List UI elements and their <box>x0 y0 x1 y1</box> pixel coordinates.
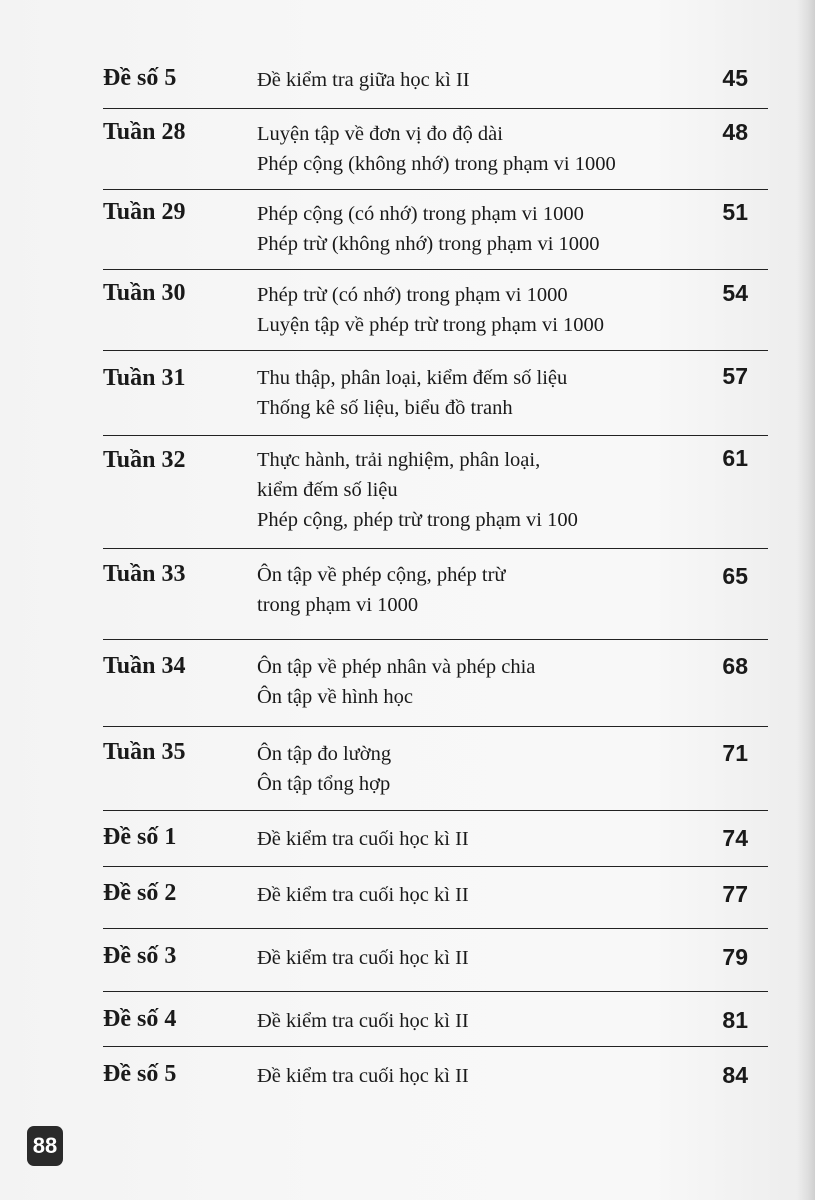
entry-page-number: 45 <box>722 65 748 91</box>
entry-topics <box>257 119 687 179</box>
entry-topic: Phép trừ (không nhớ) trong phạm vi 1000 <box>257 233 600 255</box>
divider <box>103 866 768 867</box>
entry-label: Đề số 4 <box>103 1006 177 1032</box>
entry-topic: Phép trừ (có nhớ) trong phạm vi 1000 <box>257 284 568 306</box>
entry-topic: Đề kiểm tra cuối học kì II <box>257 1065 469 1087</box>
entry-label: Đề số 5 <box>103 1061 177 1087</box>
divider <box>103 548 768 549</box>
entry-topics <box>257 560 687 620</box>
divider <box>103 639 768 640</box>
entry-label: Tuần 30 <box>103 280 186 306</box>
entry-page-number: 71 <box>722 740 748 766</box>
entry-topics <box>257 739 687 799</box>
entry-page-number: 68 <box>722 653 748 679</box>
entry-page-number: 51 <box>722 199 748 225</box>
entry-page-number: 81 <box>722 1007 748 1033</box>
entry-label: Tuần 31 <box>103 365 186 391</box>
entry-page-number: 65 <box>722 563 748 589</box>
entry-topic: Đề kiểm tra cuối học kì II <box>257 884 469 906</box>
entry-topic: Đề kiểm tra cuối học kì II <box>257 828 469 850</box>
entry-topic: Luyện tập về đơn vị đo độ dài <box>257 123 503 145</box>
entry-page-number: 74 <box>722 825 748 851</box>
entry-label: Đề số 5 <box>103 65 177 91</box>
entry-topic: Đề kiểm tra cuối học kì II <box>257 947 469 969</box>
entry-page-number: 57 <box>722 363 748 389</box>
entry-label: Tuần 32 <box>103 447 186 473</box>
entry-topic: Phép cộng (không nhớ) trong phạm vi 1000 <box>257 153 616 175</box>
entry-topics <box>257 824 687 854</box>
entry-topics <box>257 1061 687 1091</box>
entry-label: Tuần 29 <box>103 199 186 225</box>
entry-topics <box>257 363 687 423</box>
divider <box>103 108 768 109</box>
entry-topic: Đề kiểm tra giữa học kì II <box>257 69 470 91</box>
entry-label: Đề số 1 <box>103 824 177 850</box>
divider <box>103 189 768 190</box>
entry-topic: Ôn tập đo lường <box>257 743 392 765</box>
divider <box>103 991 768 992</box>
entry-topic: Thống kê số liệu, biểu đồ tranh <box>257 397 513 419</box>
entry-page-number: 54 <box>722 280 748 306</box>
entry-topic: Phép cộng (có nhớ) trong phạm vi 1000 <box>257 203 584 225</box>
entry-topic: Thực hành, trải nghiệm, phân loại, <box>257 449 541 471</box>
entry-label: Tuần 33 <box>103 561 186 587</box>
divider <box>103 435 768 436</box>
entry-topics <box>257 445 687 535</box>
entry-topics <box>257 65 687 95</box>
entry-topics <box>257 1006 687 1036</box>
entry-topics <box>257 880 687 910</box>
entry-topics <box>257 943 687 973</box>
entry-topic: trong phạm vi 1000 <box>257 594 419 616</box>
entry-topic: Ôn tập tổng hợp <box>257 773 391 795</box>
divider <box>103 269 768 270</box>
entry-topic: Đề kiểm tra cuối học kì II <box>257 1010 469 1032</box>
divider <box>103 928 768 929</box>
entry-label: Đề số 3 <box>103 943 177 969</box>
entry-topic: Ôn tập về phép cộng, phép trừ <box>257 564 506 586</box>
entry-label: Tuần 35 <box>103 739 186 765</box>
divider <box>103 810 768 811</box>
entry-page-number: 61 <box>722 445 748 471</box>
entry-page-number: 79 <box>722 944 748 970</box>
entry-topic: Ôn tập về phép nhân và phép chia <box>257 656 536 678</box>
entry-topics <box>257 280 687 340</box>
divider <box>103 726 768 727</box>
entry-page-number: 77 <box>722 881 748 907</box>
entry-topic: kiểm đếm số liệu <box>257 479 398 501</box>
entry-label: Đề số 2 <box>103 880 177 906</box>
entry-topic: Ôn tập về hình học <box>257 686 413 708</box>
page-edge-shadow <box>797 0 815 1200</box>
divider <box>103 350 768 351</box>
entry-topic: Phép cộng, phép trừ trong phạm vi 100 <box>257 509 578 531</box>
entry-page-number: 48 <box>722 119 748 145</box>
entry-label: Tuần 28 <box>103 119 186 145</box>
page-number-badge: 88 <box>27 1126 63 1166</box>
entry-label: Tuần 34 <box>103 653 186 679</box>
entry-topic: Thu thập, phân loại, kiểm đếm số liệu <box>257 367 568 389</box>
entry-topics <box>257 652 687 712</box>
entry-topics <box>257 199 687 259</box>
divider <box>103 1046 768 1047</box>
entry-topic: Luyện tập về phép trừ trong phạm vi 1000 <box>257 314 605 336</box>
entry-page-number: 84 <box>722 1062 748 1088</box>
